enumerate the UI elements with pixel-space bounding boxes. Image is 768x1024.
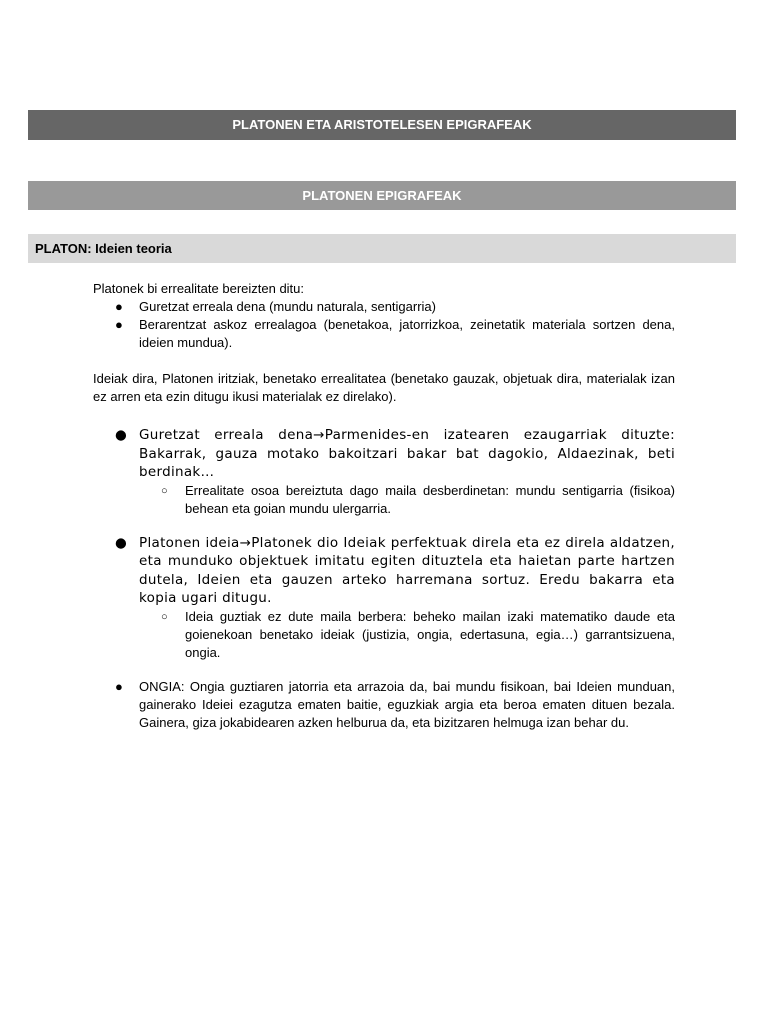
sub-list (139, 608, 675, 662)
list-item-text: Berarentzat askoz errealagoa (benetakoa, jatorrizkoa, zeinetatik materiala sortzen dena, ideien mundua). (139, 317, 675, 350)
list-item (93, 534, 675, 608)
sub-list-item (139, 608, 675, 662)
hollow-bullet-icon: ○ (161, 484, 168, 497)
intro-list (93, 298, 675, 352)
sub-list (139, 482, 675, 518)
sub-list-container (93, 482, 675, 518)
bullet-icon: ● (115, 534, 128, 551)
spacer (93, 662, 675, 678)
bullet-icon: ● (115, 317, 123, 332)
sub-list-item (139, 482, 675, 518)
list-item-text: Guretzat erreala dena (mundu naturala, sentigarria) (139, 299, 436, 314)
document-title: PLATONEN ETA ARISTOTELESEN EPIGRAFEAK (28, 110, 736, 140)
bullet-icon: ● (115, 678, 123, 694)
list-item (93, 678, 675, 732)
list-item (93, 316, 675, 352)
list-item-text: ONGIA: Ongia guztiaren jatorria eta arrazoia da, bai mundu fisikoan, bai Ideien munduan, gainerako Ideiei ezagutza ematen baitie, eguzkiak argia eta beroa ematen dituen bezala. Gainera, giza jokabidearen azken helburua da, eta bizitzaren helmuga izan behar du. (139, 678, 675, 730)
section-heading: PLATON: Ideien teoria (28, 234, 736, 263)
intro-text: Platonek bi errealitate bereizten ditu: (93, 281, 305, 296)
spacer (93, 518, 675, 534)
sub-list-container (93, 608, 675, 662)
sub-list-item-text: Ideia guztiak ez dute maila berbera: beheko mailan izaki matematiko daude eta goienekoan benetako ideiak (justizia, ongia, edertasuna, egia…) garrantsizuena, ongia. (185, 608, 675, 660)
bullet-icon: ● (115, 427, 128, 443)
hollow-bullet-icon: ○ (161, 610, 168, 623)
list-item (93, 426, 675, 482)
document-body (93, 280, 675, 732)
list-item-text: Guretzat erreala dena→Parmenides-en izatearen ezaugarriak dituzte: Bakarrak, gauza motako bakoitzari bakar bat dagokio, Aldaezinak, beti berdinak… (139, 427, 675, 480)
list-item-text: Platonen ideia→Platonek dio Ideiak perfektuak direla eta ez direla aldatzen, eta munduko objektuek imitatu egiten dituztela eta haietan parte hartzen dutela, Ideien eta gauzen arteko harremana sortuz. Eredu bakarra eta kopia ugari ditugu. (139, 534, 675, 606)
points-list (93, 426, 675, 732)
list-item (93, 298, 675, 316)
sub-list-item-text: Errealitate osoa bereiztuta dago maila desberdinetan: mundu sentigarria (fisikoa) behean eta goian mundu ulergarria. (185, 482, 675, 516)
subtitle-bar: PLATONEN EPIGRAFEAK (28, 181, 736, 210)
ideas-paragraph: Ideiak dira, Platonen iritziak, benetako errealitatea (benetako gauzak, objetuak dira, materialak izan ez arren eta ezin ditugu ikusi materialak ez direlako). (93, 371, 675, 404)
bullet-icon: ● (115, 299, 123, 314)
